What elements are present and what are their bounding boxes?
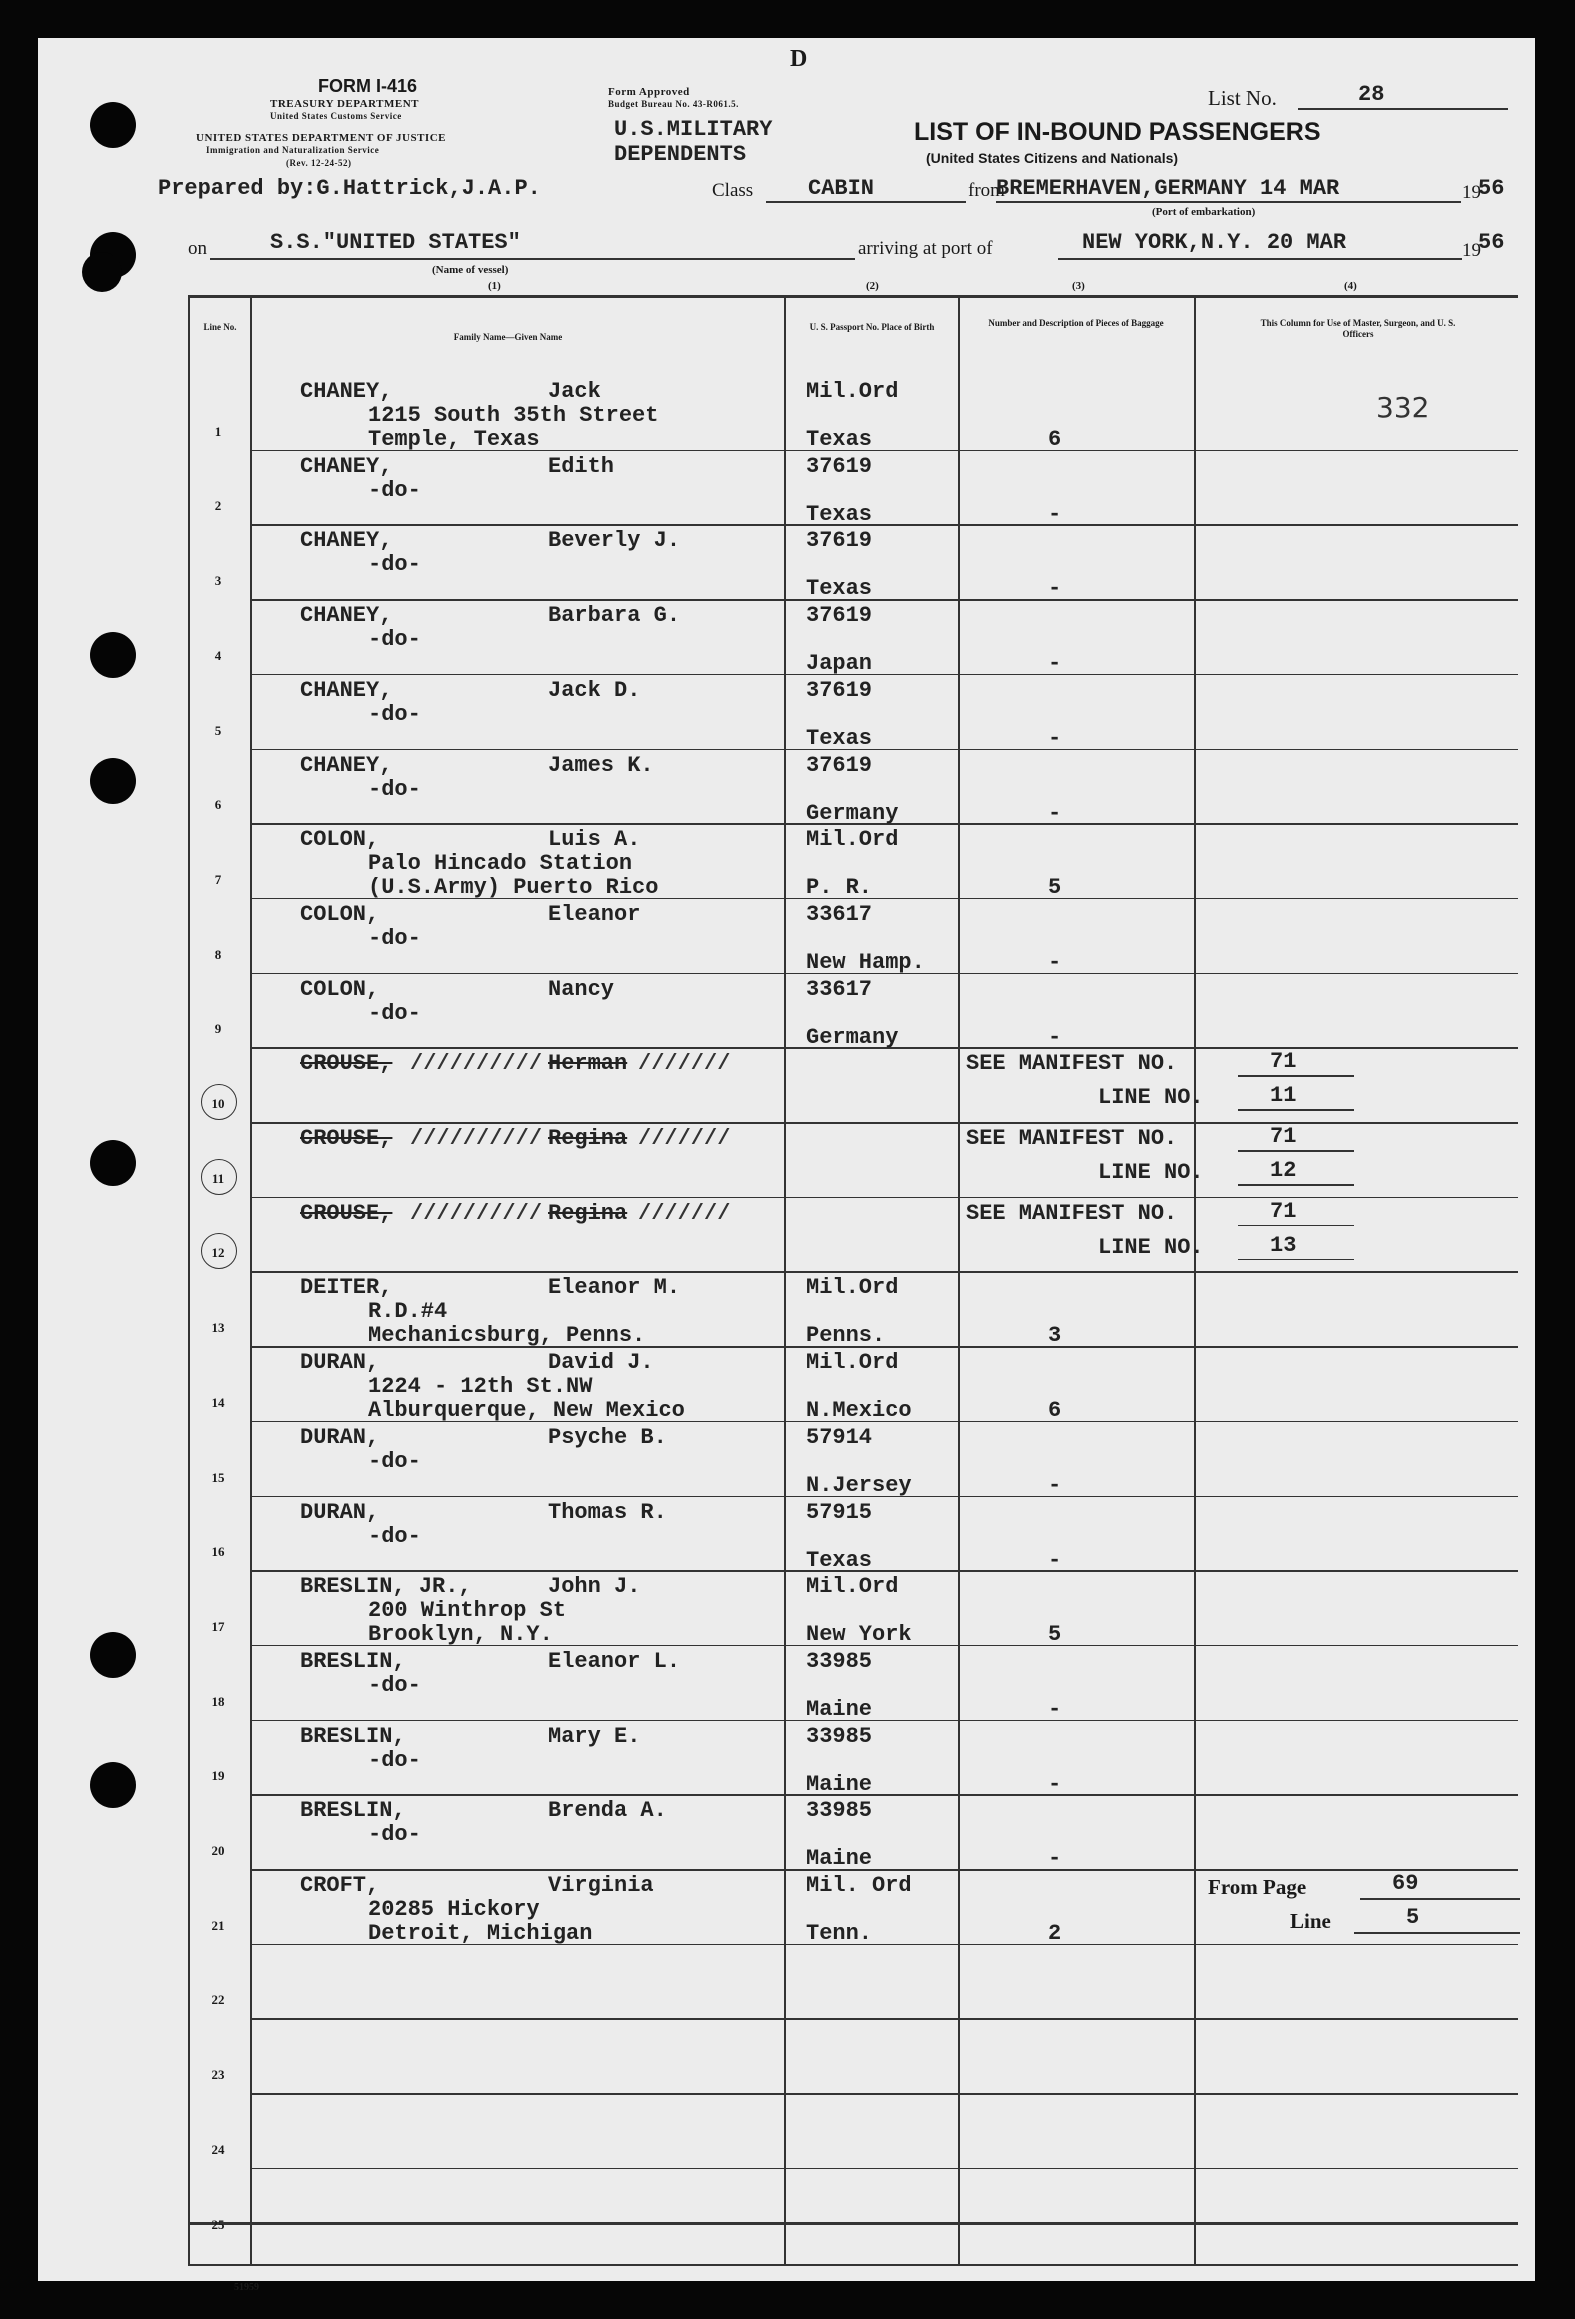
baggage-count: 2 [1048, 1921, 1062, 1946]
row-separator [250, 1271, 1518, 1273]
address-line-1: -do- [368, 1000, 421, 1026]
row-separator [250, 1720, 1518, 1722]
address-line-1: -do- [368, 1822, 421, 1848]
family-name: CROUSE, [300, 1051, 393, 1077]
line-number: 10 [211, 1096, 225, 1111]
military-dependents-1: U.S.MILITARY [614, 117, 773, 142]
justice-dept: UNITED STATES DEPARTMENT OF JUSTICE [196, 132, 446, 144]
address-line-2: Temple, Texas [368, 427, 540, 452]
given-name: James K. [548, 752, 654, 778]
given-name: Herman [548, 1051, 628, 1077]
address-line-1: -do- [368, 925, 421, 951]
baggage-count: - [1048, 1472, 1062, 1498]
address-line-1: -do- [368, 1448, 421, 1474]
row-separator [250, 1197, 1518, 1199]
passport-no: 33617 [806, 901, 873, 927]
family-name: CHANEY, [300, 453, 393, 479]
col-header-name: Family Name—Given Name [453, 332, 563, 342]
baggage-count: - [1048, 1846, 1062, 1872]
row-separator [250, 749, 1518, 751]
list-title: LIST OF IN-BOUND PASSENGERS [914, 118, 1321, 146]
passport-no: 57914 [806, 1424, 873, 1450]
passport-no: 57915 [806, 1499, 873, 1525]
address-line-1: 1215 South 35th Street [368, 403, 659, 428]
form-approved: Form Approved [608, 86, 690, 98]
on-label: on [188, 238, 207, 259]
given-name: Eleanor [548, 901, 641, 927]
baggage-count: - [1048, 1547, 1062, 1573]
baggage-count: - [1048, 949, 1062, 975]
vessel-name: S.S."UNITED STATES" [270, 230, 521, 255]
family-name: CROFT, [300, 1873, 380, 1898]
form-number: FORM I-416 [318, 76, 418, 96]
family-name: CHANEY, [300, 379, 393, 404]
given-name: Eleanor L. [548, 1648, 681, 1674]
place-of-birth: Japan [806, 651, 873, 677]
line-ref: 13 [1270, 1232, 1297, 1258]
passport-no: 37619 [806, 528, 873, 554]
place-of-birth: Maine [806, 1696, 873, 1722]
manifest-page [38, 38, 1535, 2293]
budget-bureau: Budget Bureau No. 43-R061.5. [608, 99, 739, 109]
passport-no: 33985 [806, 1723, 873, 1749]
passport-no: 37619 [806, 677, 873, 703]
family-name: CHANEY, [300, 528, 393, 554]
line-number: 4 [214, 647, 222, 663]
row-separator [250, 1794, 1518, 1796]
from-page-value: 69 [1392, 1871, 1419, 1896]
place-of-birth: P. R. [806, 875, 873, 901]
row-separator [250, 599, 1518, 601]
family-name: COLON, [300, 901, 380, 927]
strikeout-marks: ////////// [410, 1051, 543, 1077]
passport-no: Mil.Ord [806, 1350, 899, 1376]
see-manifest-label: SEE MANIFEST NO. [966, 1051, 1178, 1077]
customs-service: United States Customs Service [270, 111, 402, 121]
line-ref: 12 [1270, 1158, 1297, 1183]
col-header-line-no: Line No. [203, 322, 237, 332]
line-no-label: LINE NO. [1098, 1085, 1204, 1111]
given-name: Regina [548, 1200, 628, 1226]
place-of-birth: N.Jersey [806, 1472, 912, 1498]
list-no-label: List No. [1208, 86, 1277, 110]
punch-hole [90, 1140, 136, 1186]
col-header-baggage: Number and Description of Pieces of Baggage [988, 318, 1164, 328]
family-name: COLON, [300, 976, 380, 1002]
from-page-label: From Page [1208, 1875, 1307, 1899]
family-name: COLON, [300, 827, 380, 853]
treasury-dept: TREASURY DEPARTMENT [270, 98, 419, 110]
family-name: BRESLIN, JR., [300, 1574, 472, 1600]
place-of-birth: Texas [806, 725, 873, 751]
strikeout-marks: /////// [638, 1200, 731, 1226]
baggage-count: - [1048, 1771, 1062, 1797]
from-year-prefix: 19 [1462, 182, 1481, 203]
family-name: DURAN, [300, 1350, 380, 1376]
address-line-1: 200 Winthrop St [368, 1598, 567, 1624]
line-number: 13 [211, 1320, 225, 1336]
line-number: 6 [214, 797, 222, 813]
address-line-2: (U.S.Army) Puerto Rico [368, 875, 659, 901]
address-line-1: 20285 Hickory [368, 1897, 540, 1922]
baggage-count: - [1048, 501, 1062, 527]
given-name: Nancy [548, 976, 615, 1002]
baggage-count: 5 [1048, 875, 1062, 901]
address-line-1: -do- [368, 627, 421, 653]
family-name: CROUSE, [300, 1126, 393, 1151]
punch-hole [82, 252, 122, 292]
passport-no: 33617 [806, 976, 873, 1002]
row-separator [250, 1570, 1518, 1572]
given-name: Beverly J. [548, 528, 681, 554]
footer-code: 51959 [234, 2282, 259, 2293]
family-name: BRESLIN, [300, 1798, 406, 1824]
line-number: 5 [214, 722, 222, 738]
class-label: Class [712, 180, 754, 201]
given-name: Eleanor M. [548, 1275, 681, 1301]
arrival-year: 56 [1478, 230, 1505, 255]
from-label: from [968, 180, 1005, 201]
baggage-count: 5 [1048, 1622, 1062, 1648]
sheet-letter: D [790, 46, 808, 72]
given-name: Thomas R. [548, 1499, 667, 1525]
strikeout-marks: /////// [638, 1051, 731, 1077]
line-number: 23 [211, 2067, 225, 2083]
line-underline [1238, 1109, 1354, 1111]
address-line-1: -do- [368, 776, 421, 802]
baggage-count: - [1048, 1696, 1062, 1722]
manifest-no: 71 [1270, 1049, 1297, 1075]
prepared-by: Prepared by:G.Hattrick,J.A.P. [158, 176, 541, 201]
list-subtitle: (United States Citizens and Nationals) [926, 150, 1179, 166]
address-line-1: -do- [368, 1747, 421, 1773]
given-name: Jack [548, 379, 601, 404]
from-page-underline [1360, 1898, 1520, 1900]
arriving-label: arriving at port of [858, 238, 993, 259]
place-of-birth: Maine [806, 1846, 873, 1872]
line-ref: 11 [1270, 1083, 1297, 1109]
given-name: Barbara G. [548, 603, 681, 629]
punch-hole [90, 1632, 136, 1678]
place-of-birth: Germany [806, 800, 899, 826]
see-manifest-label: SEE MANIFEST NO. [966, 1126, 1178, 1151]
family-name: DEITER, [300, 1275, 393, 1301]
address-line-2: Detroit, Michigan [368, 1921, 593, 1946]
place-of-birth: New York [806, 1622, 912, 1648]
row-separator [250, 674, 1518, 676]
address-line-1: -do- [368, 1672, 421, 1698]
family-name: CHANEY, [300, 603, 393, 629]
col-header-officers: This Column for Use of Master, Surgeon, and U. S. Officers [1260, 318, 1456, 339]
address-line-2: Alburquerque, New Mexico [368, 1398, 685, 1424]
line-value: 5 [1406, 1905, 1420, 1930]
line-number: 9 [214, 1021, 222, 1037]
manifest-underline [1238, 1075, 1354, 1077]
row-separator [250, 524, 1518, 526]
row-separator [250, 1869, 1518, 1871]
baggage-count: - [1048, 1024, 1062, 1050]
line-number: 12 [211, 1245, 225, 1261]
passport-no: Mil.Ord [806, 1275, 899, 1301]
line-number: 22 [211, 1992, 225, 2008]
row-separator [250, 2168, 1518, 2170]
given-name: Luis A. [548, 827, 641, 853]
line-number-circle [201, 1084, 237, 1120]
revision: (Rev. 12-24-52) [286, 158, 352, 168]
passport-no: 37619 [806, 453, 873, 479]
col-num-1: (1) [488, 280, 501, 292]
manifest-underline [1238, 1150, 1354, 1152]
manifest-no: 71 [1270, 1124, 1297, 1149]
passport-no: 37619 [806, 752, 873, 778]
baggage-count: 6 [1048, 1398, 1062, 1424]
embark-caption: (Port of embarkation) [1152, 206, 1256, 218]
passport-no: Mil.Ord [806, 379, 899, 404]
place-of-birth: Penns. [806, 1323, 886, 1349]
given-name: Virginia [548, 1873, 654, 1898]
address-line-1: -do- [368, 477, 421, 503]
line-number: 7 [214, 871, 222, 887]
passport-no: Mil.Ord [806, 827, 899, 853]
place-of-birth: New Hamp. [806, 949, 925, 975]
line-underline [1238, 1184, 1354, 1186]
manifest-underline [1238, 1225, 1354, 1227]
address-line-2: Mechanicsburg, Penns. [368, 1323, 646, 1349]
family-name: CHANEY, [300, 752, 393, 778]
passport-no: 33985 [806, 1798, 873, 1824]
address-line-1: -do- [368, 1523, 421, 1549]
line-word: Line [1290, 1909, 1331, 1933]
given-name: Edith [548, 453, 615, 479]
col-num-2: (2) [866, 280, 879, 292]
row-separator [250, 2093, 1518, 2095]
line-number: 20 [211, 1843, 225, 1858]
class-value: CABIN [808, 176, 875, 201]
place-of-birth: Texas [806, 501, 873, 527]
line-number: 1 [214, 423, 222, 439]
line-number: 25 [211, 2216, 225, 2232]
line-number: 16 [211, 1544, 225, 1560]
vessel-caption: (Name of vessel) [432, 264, 509, 276]
address-line-1: Palo Hincado Station [368, 851, 633, 877]
given-name: Mary E. [548, 1723, 641, 1749]
line-number: 14 [211, 1394, 225, 1410]
place-of-birth: Tenn. [806, 1921, 873, 1946]
family-name: DURAN, [300, 1424, 380, 1450]
line-number: 15 [211, 1469, 225, 1485]
baggage-count: - [1048, 725, 1062, 751]
address-line-1: R.D.#4 [368, 1299, 448, 1325]
strikeout-marks: /////// [638, 1126, 731, 1151]
col-header-passport: U. S. Passport No. Place of Birth [809, 322, 935, 332]
baggage-count: - [1048, 576, 1062, 602]
line-number: 18 [211, 1693, 225, 1709]
family-name: BRESLIN, [300, 1648, 406, 1674]
line-no-label: LINE NO. [1098, 1160, 1204, 1185]
place-of-birth: Texas [806, 576, 873, 602]
col-num-3: (3) [1072, 280, 1085, 292]
address-line-1: 1224 - 12th St.NW [368, 1374, 593, 1400]
row-separator [250, 2018, 1518, 2020]
given-name: Regina [548, 1126, 628, 1151]
line-number: 11 [211, 1170, 225, 1186]
line-value-underline [1354, 1932, 1520, 1934]
family-name: CHANEY, [300, 677, 393, 703]
ins-service: Immigration and Naturalization Service [206, 145, 380, 155]
from-year: 56 [1478, 176, 1505, 201]
line-underline [1238, 1259, 1354, 1261]
arrival-value: NEW YORK,N.Y. 20 MAR [1082, 230, 1347, 255]
manifest-no: 71 [1270, 1198, 1297, 1224]
place-of-birth: Germany [806, 1024, 899, 1050]
address-line-1: -do- [368, 552, 421, 578]
place-of-birth: Texas [806, 1547, 873, 1573]
baggage-count: - [1048, 651, 1062, 677]
passport-no: 33985 [806, 1648, 873, 1674]
baggage-count: 3 [1048, 1323, 1062, 1349]
arrival-year-prefix: 19 [1462, 240, 1481, 261]
from-value: BREMERHAVEN,GERMANY 14 MAR [996, 176, 1340, 201]
strikeout-marks: ////////// [410, 1126, 543, 1151]
given-name: Psyche B. [548, 1424, 667, 1450]
given-name: David J. [548, 1350, 654, 1376]
given-name: John J. [548, 1574, 641, 1600]
row-separator [250, 1122, 1518, 1124]
passport-no: Mil. Ord [806, 1873, 912, 1898]
line-number-circle [201, 1233, 237, 1269]
punch-hole [90, 1762, 136, 1808]
line-number: 21 [211, 1917, 225, 1933]
line-number: 2 [214, 498, 222, 514]
family-name: DURAN, [300, 1499, 380, 1525]
line-number: 3 [214, 573, 222, 589]
line-number: 8 [214, 946, 222, 962]
place-of-birth: Maine [806, 1771, 873, 1797]
line-number: 19 [211, 1768, 225, 1784]
address-line-2: Brooklyn, N.Y. [368, 1622, 553, 1648]
line-no-label: LINE NO. [1098, 1234, 1204, 1260]
military-dependents-2: DEPENDENTS [614, 142, 747, 167]
line-number-circle [201, 1159, 237, 1195]
given-name: Brenda A. [548, 1798, 667, 1824]
family-name: BRESLIN, [300, 1723, 406, 1749]
officer-note: 332 [1376, 391, 1430, 424]
punch-hole [90, 102, 136, 148]
address-line-1: -do- [368, 701, 421, 727]
punch-hole [90, 758, 136, 804]
place-of-birth: Texas [806, 427, 873, 452]
strikeout-marks: ////////// [410, 1200, 543, 1226]
baggage-count: 6 [1048, 427, 1062, 452]
see-manifest-label: SEE MANIFEST NO. [966, 1200, 1178, 1226]
punch-hole [90, 632, 136, 678]
passport-no: 37619 [806, 603, 873, 629]
place-of-birth: N.Mexico [806, 1398, 912, 1424]
family-name: CROUSE, [300, 1200, 393, 1226]
baggage-count: - [1048, 800, 1062, 826]
col-num-4: (4) [1344, 280, 1357, 292]
line-number: 17 [211, 1618, 225, 1634]
passport-no: Mil.Ord [806, 1574, 899, 1600]
line-number: 24 [211, 2141, 225, 2157]
given-name: Jack D. [548, 677, 641, 703]
list-no-value: 28 [1358, 82, 1385, 107]
